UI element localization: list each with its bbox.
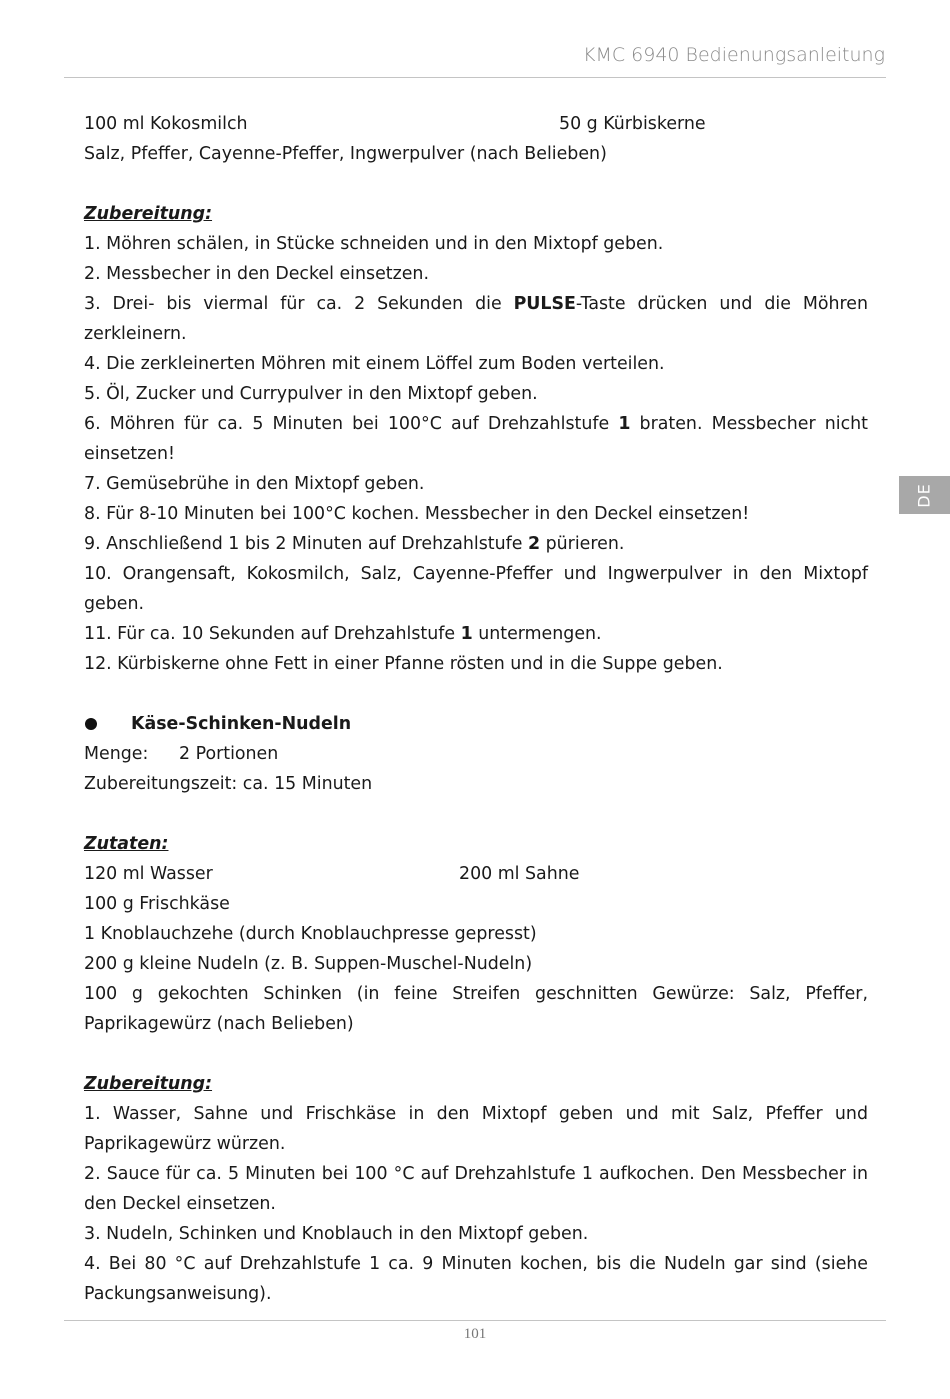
step-item: 5. Öl, Zucker und Currypulver in den Mixtopf geben.	[84, 384, 538, 404]
step-item: 10. Orangensaft, Kokosmilch, Salz, Cayenne-Pfeffer und Ingwerpulver in den Mixtopf geben.	[84, 564, 868, 614]
ingredient-item: Salz, Pfeffer, Cayenne-Pfeffer, Ingwerpulver (nach Belieben)	[84, 144, 607, 164]
language-tab-label: DE	[915, 482, 934, 508]
language-tab	[899, 476, 950, 514]
header-divider	[64, 77, 886, 78]
step-item: 7. Gemüsebrühe in den Mixtopf geben.	[84, 474, 425, 494]
step-item	[84, 289, 868, 349]
step-item: 8. Für 8-10 Minuten bei 100°C kochen. Messbecher in den Deckel einsetzen!	[84, 504, 750, 524]
ingredient-item: 100 g Frischkäse	[84, 894, 230, 914]
ingredient-item: 1 Knoblauchzehe (durch Knoblauchpresse gepresst)	[84, 924, 537, 944]
step-text: untermengen.	[472, 624, 602, 644]
step-item: 2. Messbecher in den Deckel einsetzen.	[84, 264, 429, 284]
amount-label: Menge:	[84, 744, 149, 764]
document-header-title: KMC 6940 Bedienungsanleitung	[582, 44, 885, 66]
step-text: braten. Messbecher nicht einsetzen!	[84, 414, 869, 464]
speed-level: 1	[460, 624, 473, 644]
ingredient-item: 50 g Kürbiskerne	[559, 114, 706, 134]
step-item: 3. Nudeln, Schinken und Knoblauch in den Mixtopf geben.	[84, 1224, 589, 1244]
ingredient-row	[84, 859, 868, 889]
recipe-title-text: Käse-Schinken-Nudeln	[131, 714, 352, 734]
ingredient-item: 100 g gekochten Schinken (in feine Streifen geschnitten Gewürze: Salz, Pfeffer, Paprikagewürz (nach Belieben)	[84, 984, 868, 1034]
step-item: 1. Wasser, Sahne und Frischkäse in den Mixtopf geben und mit Salz, Pfeffer und Paprikagewürz würzen.	[84, 1104, 868, 1154]
speed-level: 2	[527, 534, 541, 554]
ingredient-item: 200 g kleine Nudeln (z. B. Suppen-Muschel-Nudeln)	[84, 954, 533, 974]
step-item	[84, 529, 868, 559]
recipe-amount	[84, 739, 868, 769]
footer-divider	[64, 1320, 886, 1321]
step-item: 4. Bei 80 °C auf Drehzahlstufe 1 ca. 9 Minuten kochen, bis die Nudeln gar sind (siehe Packungsanweisung).	[84, 1254, 868, 1304]
speed-level: 1	[618, 414, 631, 434]
page-content	[84, 109, 868, 1309]
page-number: 101	[463, 1326, 487, 1342]
recipe-time: Zubereitungszeit: ca. 15 Minuten	[84, 774, 373, 794]
ingredient-item: 100 ml Kokosmilch	[84, 114, 248, 134]
step-item: 12. Kürbiskerne ohne Fett in einer Pfanne rösten und in die Suppe geben.	[84, 654, 723, 674]
step-text: -Taste drücken und die Möhren zerkleinern.	[84, 294, 868, 344]
bullet-icon	[85, 718, 97, 730]
step-text: 6. Möhren für ca. 5 Minuten bei 100°C auf Drehzahlstufe	[84, 414, 619, 434]
step-text: pürieren.	[540, 534, 625, 554]
preparation-heading: Zubereitung:	[84, 1074, 213, 1094]
pulse-key-label: PULSE	[513, 294, 576, 314]
step-item: 1. Möhren schälen, in Stücke schneiden und in den Mixtopf geben.	[84, 234, 664, 254]
step-text: 11. Für ca. 10 Sekunden auf Drehzahlstufe	[84, 624, 461, 644]
preparation-heading: Zubereitung:	[84, 204, 213, 224]
amount-value: 2 Portionen	[179, 744, 279, 764]
step-text: 9. Anschließend 1 bis 2 Minuten auf Drehzahlstufe	[84, 534, 528, 554]
step-item	[84, 619, 868, 649]
ingredients-heading: Zutaten:	[84, 834, 169, 854]
step-item	[84, 409, 868, 469]
ingredient-item: 120 ml Wasser	[84, 864, 213, 884]
recipe-title	[84, 709, 868, 739]
step-item: 2. Sauce für ca. 5 Minuten bei 100 °C auf Drehzahlstufe 1 aufkochen. Den Messbecher in den Deckel einsetzen.	[84, 1164, 868, 1214]
step-item: 4. Die zerkleinerten Möhren mit einem Löffel zum Boden verteilen.	[84, 354, 665, 374]
ingredient-row	[84, 109, 868, 139]
step-text: 3. Drei- bis viermal für ca. 2 Sekunden die	[84, 294, 514, 314]
ingredient-item: 200 ml Sahne	[459, 864, 580, 884]
